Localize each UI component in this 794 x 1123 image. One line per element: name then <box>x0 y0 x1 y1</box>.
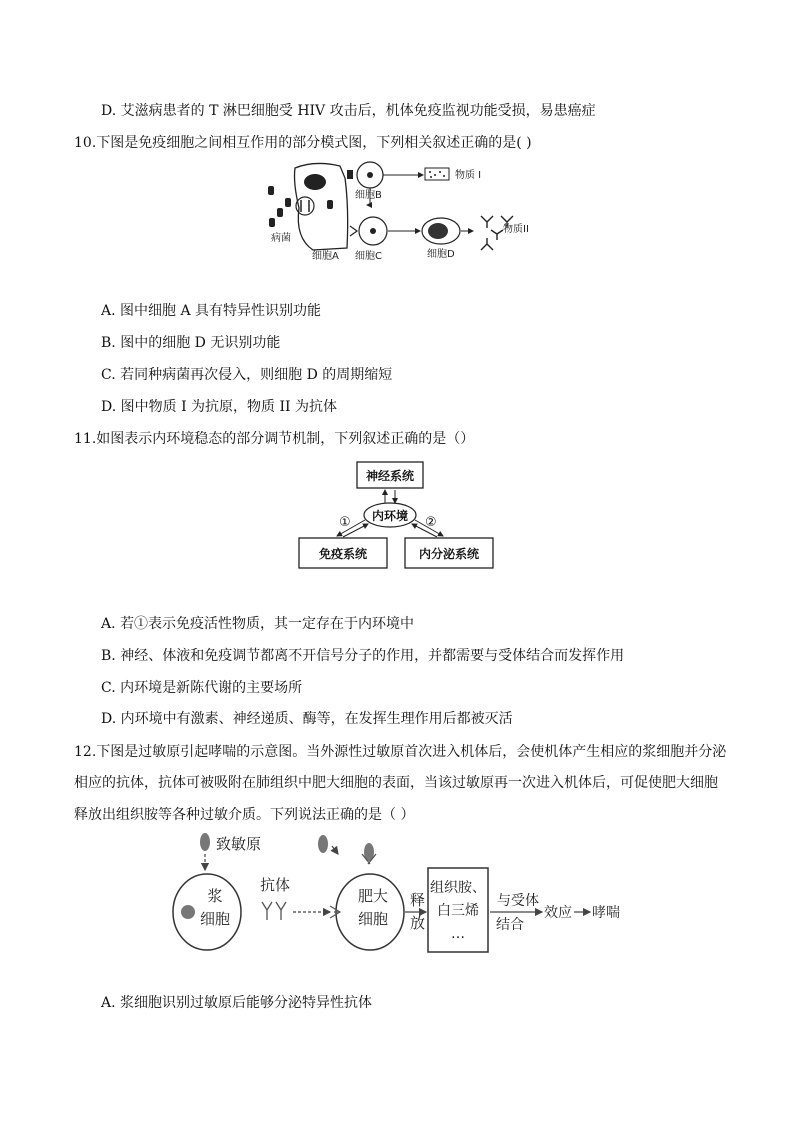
label-plasma-2: 细胞 <box>199 910 231 928</box>
q11-option-a: A. 若①表示免疫活性物质，其一定存在于内环境中 <box>101 616 415 632</box>
allergen-icon <box>200 833 210 851</box>
label-mast-2: 细胞 <box>357 910 389 928</box>
q10-stem: 10.下图是免疫细胞之间相互作用的部分模式图，下列相关叙述正确的是( ) <box>74 135 532 151</box>
q12-stem-line-2: 相应的抗体，抗体可被吸附在肺组织中肥大细胞的表面，当该过敏原再一次进入机体后，可促使肥大细胞 <box>74 775 718 791</box>
label-box-2: 白三烯 <box>437 903 479 919</box>
q9-option-d: D. 艾滋病患者的 T 淋巴细胞受 HIV 攻击后，机体免疫监视功能受损，易患癌症 <box>101 103 596 119</box>
label-release-2: 放 <box>410 914 426 932</box>
label-pathogen: 病菌 <box>271 233 291 244</box>
q12-figure <box>170 828 650 958</box>
label-release-1: 释 <box>410 891 426 909</box>
label-cell-b: 细胞B <box>355 190 382 201</box>
q10-option-a: A. 图中细胞 A 具有特异性识别功能 <box>101 303 322 319</box>
label-plasma-1: 浆 <box>207 887 223 905</box>
label-cell-d: 细胞D <box>427 249 455 260</box>
label-internal: 内环境 <box>371 509 409 523</box>
label-box-1: 组织胺、 <box>430 880 486 896</box>
q12-stem-line-1: 12.下图是过敏原引起哮喘的示意图。当外源性过敏原首次进入机体后，会使机体产生相应的浆细胞并分泌 <box>74 744 727 760</box>
label-bind-2: 结合 <box>496 917 524 933</box>
q10-figure <box>255 158 545 268</box>
q11-option-c: C. 内环境是新陈代谢的主要场所 <box>101 680 303 696</box>
mark-2: ② <box>425 515 437 530</box>
q12-option-a: A. 浆细胞识别过敏原后能够分泌特异性抗体 <box>101 995 373 1011</box>
q10-option-d: D. 图中物质 I 为抗原，物质 II 为抗体 <box>101 399 338 415</box>
label-substance-1: 物质 I <box>455 170 482 181</box>
q11-stem: 11.如图表示内环境稳态的部分调节机制，下列叙述正确的是（） <box>74 431 475 447</box>
substance-1-box <box>425 168 449 180</box>
label-substance-2: 物质II <box>503 224 529 235</box>
label-bind-1: 与受体 <box>497 893 539 909</box>
label-nervous: 神经系统 <box>365 469 415 483</box>
label-antibody: 抗体 <box>259 876 291 894</box>
label-effect: 效应 <box>544 905 572 921</box>
label-endocrine: 内分泌系统 <box>418 547 480 561</box>
label-immune: 免疫系统 <box>318 547 368 561</box>
mark-1: ① <box>339 515 351 530</box>
q10-option-c: C. 若同种病菌再次侵入，则细胞 D 的周期缩短 <box>101 367 393 383</box>
label-allergen: 致敏原 <box>216 835 262 853</box>
q11-option-b: B. 神经、体液和免疫调节都离不开信号分子的作用，并都需要与受体结合而发挥作用 <box>101 648 625 664</box>
q11-figure <box>295 458 500 576</box>
label-mast-1: 肥大 <box>357 887 389 905</box>
q11-option-d: D. 内环境中有激素、神经递质、酶等，在发挥生理作用后都被灭活 <box>101 711 513 727</box>
antibody-icons <box>262 902 286 920</box>
q12-stem-line-3: 释放出组织胺等各种过敏介质。下列说法正确的是（ ） <box>74 807 415 823</box>
label-box-3: … <box>451 926 465 942</box>
label-cell-a: 细胞A <box>312 251 339 262</box>
label-asthma: 哮喘 <box>592 905 620 921</box>
cell-a-nucleus <box>304 174 326 190</box>
label-cell-c: 细胞C <box>355 251 382 262</box>
q10-option-b: B. 图中的细胞 D 无识别功能 <box>101 335 281 351</box>
